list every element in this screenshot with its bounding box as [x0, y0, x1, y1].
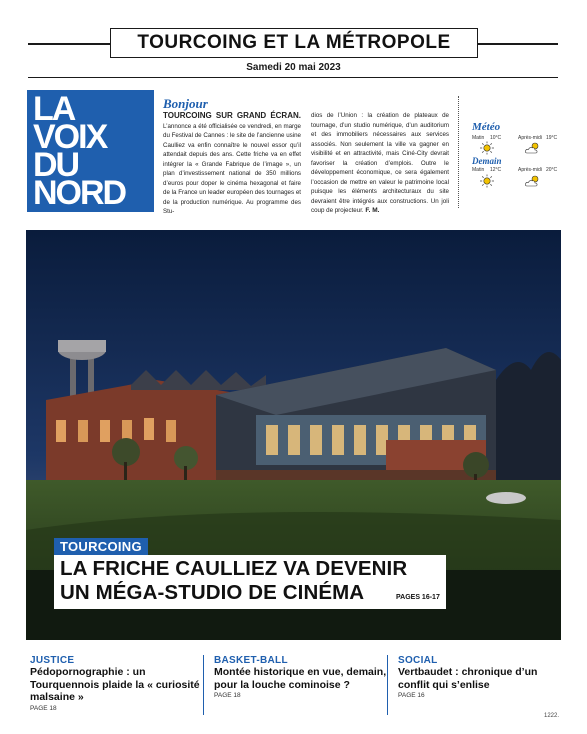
header-rule-right — [478, 43, 558, 45]
cloud-sun-icon — [524, 174, 542, 188]
teaser-justice[interactable] — [30, 655, 205, 712]
teaser-divider — [203, 655, 204, 715]
lead-headline-box[interactable] — [54, 555, 446, 609]
teaser-page: PAGE 18 — [214, 692, 241, 699]
lead-kicker: TOURCOING — [54, 538, 148, 555]
logo-line: LA — [33, 90, 75, 128]
sun-icon — [478, 174, 496, 188]
teaser-social[interactable] — [398, 655, 558, 699]
bonjour-heading: Bonjour — [163, 96, 208, 111]
bonjour-col2-text: dios de l’Union : la création de plateaux de tournage, d’un studio numérique, d’un auditorium et des immobiliers nécessaires aux services associés. Non seulement la ville va gagner en visibilité et en attractivité, mais Ciné-City devrait favoriser la création d’emplois. Outre le développement économique, ce sera également l’occasion de mettre en valeur le patrimoine local puisque les éléments architecturaux du site devraient être intégrés aux constructions. Un joli coup de projecteur. — [311, 112, 449, 214]
lead-headline-line-1: LA FRICHE CAULLIEZ VA DEVENIR — [60, 557, 408, 580]
teaser-divider — [387, 655, 388, 715]
edition-title: TOURCOING ET LA MÉTROPOLE — [110, 28, 478, 58]
teaser-title: Pédopornographie : un Tourquennois plaide la « curiosité malsaine » — [30, 666, 200, 703]
bonjour-signature: F. M. — [365, 207, 380, 214]
bonjour-column-2 — [311, 111, 449, 217]
teaser-title: Montée historique en vue, demain, pour la louche cominoise ? — [214, 666, 387, 691]
tomorrow-morning-temp: 12°C — [490, 167, 502, 173]
cloud-sun-icon — [524, 141, 542, 155]
teaser-basket-ball[interactable] — [214, 655, 389, 699]
lead-headline-line-2: UN MÉGA-STUDIO DE CINÉMA — [60, 581, 365, 604]
bonjour-column-1 — [163, 111, 301, 217]
logo-line: DU — [33, 146, 79, 184]
teaser-section: SOCIAL — [398, 655, 438, 666]
tomorrow-afternoon-label: Après-midi — [518, 167, 542, 173]
lead-pages: PAGES 16-17 — [396, 594, 440, 601]
meteo-tomorrow-title: Demain — [472, 156, 502, 166]
teaser-section: BASKET-BALL — [214, 655, 288, 666]
logo-line: VOIX — [33, 118, 107, 156]
today-morning-temp: 10°C — [490, 135, 502, 141]
issue-date: Samedi 20 mai 2023 — [246, 62, 341, 73]
bonjour-col1-text: L’annonce a été officialisée ce vendredi, en marge du Festival de Cannes : le site de l’ancienne usine Caulliez va enfin connaître le nouvel essor qu’il attendait depuis des ans. Cette friche va en effet intégrer la « Grande Fabrique de l’image », un plan d’investissement national de 350 millions d’euros pour doper le cinéma hexagonal et faire de la France un leader européen des tournages et de la production numérique. Au programme des Stu- — [163, 122, 301, 215]
today-morning-label: Matin — [472, 135, 485, 141]
tomorrow-afternoon-temp: 20°C — [546, 167, 558, 173]
meteo-divider — [458, 96, 459, 208]
tomorrow-morning-label: Matin — [472, 167, 485, 173]
teaser-page: PAGE 16 — [398, 692, 425, 699]
bonjour-lead: TOURCOING SUR GRAND ÉCRAN. — [163, 111, 301, 120]
sun-icon — [478, 141, 496, 155]
meteo-title: Météo — [472, 121, 501, 133]
logo-line: NORD — [33, 174, 126, 212]
teaser-section: JUSTICE — [30, 655, 75, 666]
today-afternoon-temp: 19°C — [546, 135, 558, 141]
teaser-title: Vertbaudet : chronique d’un conflit qui s’enlise — [398, 666, 538, 691]
teaser-page: PAGE 18 — [30, 704, 57, 712]
header-rule-left — [28, 43, 110, 45]
today-afternoon-label: Après-midi — [518, 135, 542, 141]
footer-code: 1222. — [543, 713, 559, 719]
newspaper-logo[interactable] — [27, 90, 154, 212]
date-rule — [28, 77, 558, 78]
bonjour-text — [163, 111, 449, 217]
